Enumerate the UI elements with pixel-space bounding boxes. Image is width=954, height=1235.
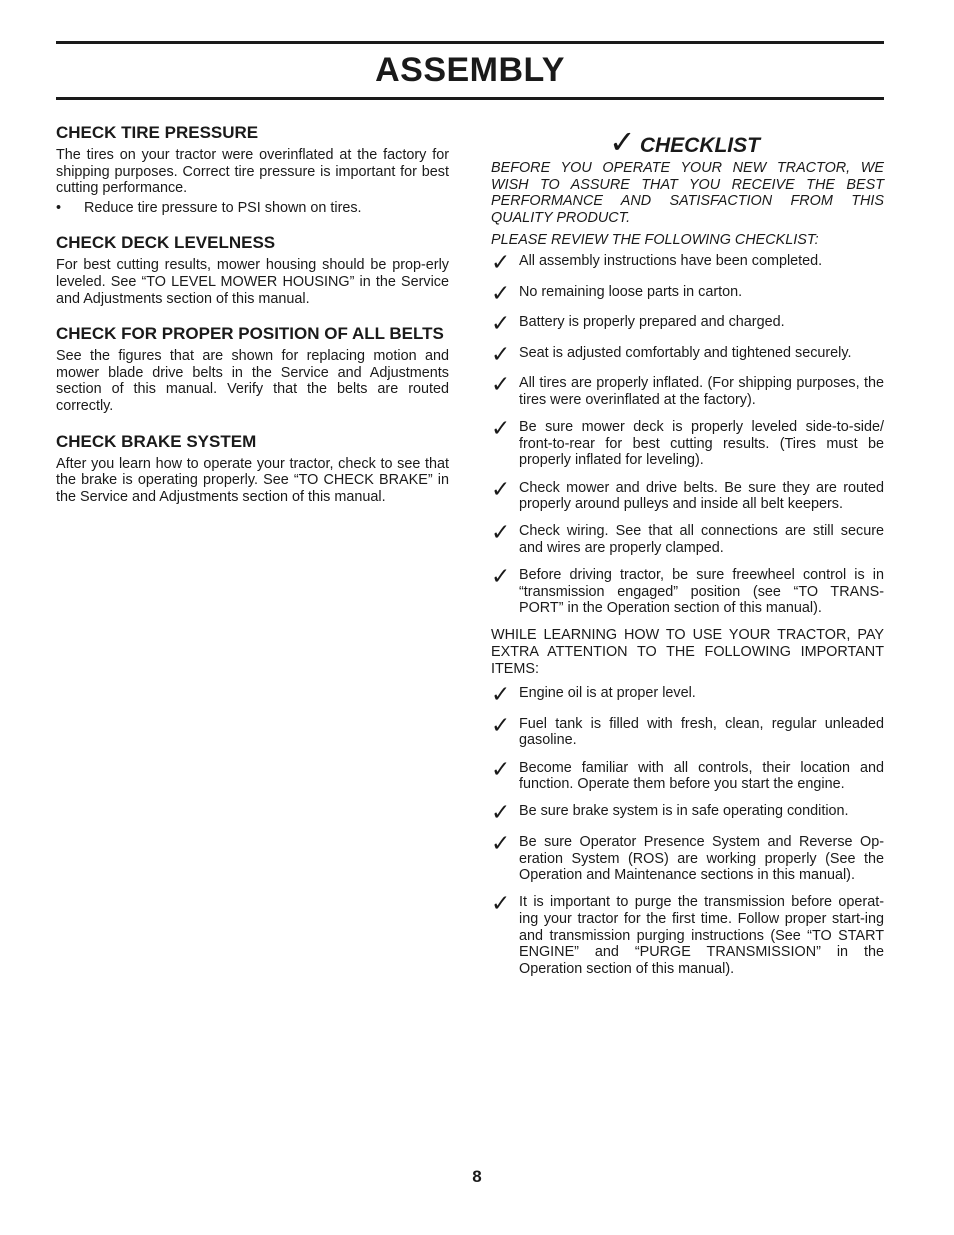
checklist-item [491,415,884,469]
checklist-item [491,310,884,337]
checklist-item-text: It is important to purge the transmission before operat-ing your tractor for the first time. Follow proper start-ing and transmission purging instructions (See “TO START ENGINE” and “PURGE TRANSMISSION” in the Operation section of this manual). [519,894,884,977]
bullet-item [56,200,449,217]
checkmark-icon: ✓ [609,124,636,160]
while-learning-text: WHILE LEARNING HOW TO USE YOUR TRACTOR, PAY EXTRA ATTENTION TO THE FOLLOWING IMPORTANT ITEMS: [491,627,884,677]
checklist-item [491,829,884,884]
checkmark-icon: ✓ [491,829,511,856]
checklist-item [491,279,884,306]
bullet-dot: • [56,199,62,216]
checkmark-icon: ✓ [491,279,511,306]
checkmark-icon: ✓ [491,248,511,275]
checklist-item-text: Check mower and drive belts. Be sure they are routed properly around pulleys and inside all belt keepers. [519,479,884,513]
checklist-item-text: Engine oil is at proper level. [519,685,696,702]
checklist-item-text: All tires are properly inflated. (For shipping purposes, the tires were overinflated at the factory). [519,375,884,408]
section-body: For best cutting results, mower housing should be prop-erly leveled. See “TO LEVEL MOWER HOUSING” in the Service and Adjustments section of this manual. [56,257,449,307]
checkmark-icon: ✓ [491,310,511,337]
header-rule-bottom [56,97,884,100]
checkmark-icon: ✓ [491,415,511,442]
checklist-item [491,371,884,408]
section-body: After you learn how to operate your tractor, check to see that the brake is operating properly. See “TO CHECK BRAKE” in the Service and Adjustments section of this manual. [56,455,449,505]
checklist-item-text: All assembly instructions have been completed. [519,252,823,269]
checklist-item [491,681,884,708]
checklist-item [491,519,884,556]
checklist-item-text: Be sure mower deck is properly leveled side-to-side/ front-to-rear for best cutting results. (Tires must be properly inflated for leveling). [519,419,884,469]
checklist-intro: BEFORE YOU OPERATE YOUR NEW TRACTOR, WE WISH TO ASSURE THAT YOU RECEIVE THE BEST PERFORMANCE AND SATISFACTION FROM THIS QUALITY PRODUCT. [491,160,884,226]
section-belts [56,324,449,414]
section-deck-levelness [56,233,449,307]
section-heading: CHECK TIRE PRESSURE [56,123,259,142]
section-heading: CHECK BRAKE SYSTEM [56,431,257,451]
bullet-text: Reduce tire pressure to PSI shown on tires. [84,199,362,216]
checklist-item-text: Be sure Operator Presence System and Reverse Op-eration System (ROS) are working properly (See the Operation and Maintenance sections in this manual). [519,833,884,884]
checkmark-icon: ✓ [491,799,511,826]
checkmark-icon: ✓ [491,681,511,708]
checklist-item [491,563,884,617]
section-body: The tires on your tractor were overinflated at the factory for shipping purposes. Correct tire pressure is important for best cutting performance. [56,147,449,197]
checklist-item [491,475,884,513]
checkmark-icon: ✓ [491,711,511,738]
checklist-items [491,248,884,617]
section-body: See the figures that are shown for replacing motion and mower blade drive belts in the Service and Adjustments section of this manual. Verify that the belts are routed correctly. [56,348,449,414]
checkmark-icon: ✓ [491,475,511,502]
checklist-item-text: Fuel tank is filled with fresh, clean, regular unleaded gasoline. [519,715,884,749]
checklist-item-text: No remaining loose parts in carton. [519,283,743,300]
checklist-item [491,890,884,977]
checkmark-icon: ✓ [491,755,511,782]
checklist-item-text: Seat is adjusted comfortably and tightened securely. [519,344,852,361]
page-title: ASSEMBLY [375,51,565,89]
checkmark-icon: ✓ [491,519,511,546]
checklist-header [609,124,884,158]
checklist-item-text: Battery is properly prepared and charged. [519,314,785,331]
checkmark-icon: ✓ [491,340,511,367]
page-number: 8 [472,1167,482,1186]
section-heading: CHECK DECK LEVELNESS [56,233,276,253]
checklist-item-text: Become familiar with all controls, their location and function. Operate them before you start the engine. [519,759,884,793]
checklist-item-text: Check wiring. See that all connections are still secure and wires are properly clamped. [519,523,884,556]
checklist-item [491,340,884,367]
checklist-item [491,711,884,749]
checkmark-icon: ✓ [491,371,511,398]
checklist-item-text: Before driving tractor, be sure freewheel control is in “transmission engaged” position (see “TO TRANS-PORT” in the Operation section of this manual). [519,567,884,617]
checklist-review-label: PLEASE REVIEW THE FOLLOWING CHECKLIST: [491,232,819,249]
section-heading: CHECK FOR PROPER POSITION OF ALL BELTS [56,324,444,344]
section-brake-system [56,432,449,506]
checklist-item [491,799,884,826]
left-column [56,123,449,522]
checklist-item [491,755,884,793]
checklist-item [491,248,884,275]
checklist-item-text: Be sure brake system is in safe operating condition. [519,803,849,820]
right-column [491,124,884,988]
checklist-items-important [491,681,884,977]
checklist-title: CHECKLIST [639,134,760,157]
checkmark-icon: ✓ [491,890,511,917]
header-rule-top [56,41,884,44]
checkmark-icon: ✓ [491,563,511,590]
section-tire-pressure [56,123,449,216]
